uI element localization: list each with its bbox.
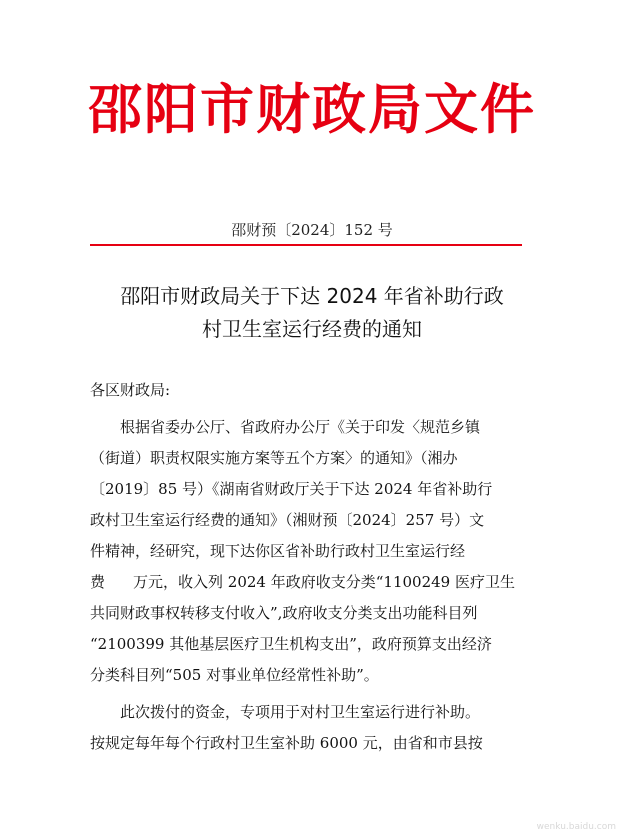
paragraph-1 [90,412,536,691]
paragraph-1-line: 根据省委办公厅、省政府办公厅《关于印发〈规范乡镇 [120,418,481,436]
notice-title-line-2: 村卫生室运行经费的通知 [202,317,422,341]
paragraph-2 [90,697,536,759]
notice-title [70,280,554,346]
body-text [90,412,536,765]
amount-rest: 万元，收入列 2024 年政府收支分类“1100249 医疗卫生 [133,573,515,591]
red-separator-line [90,244,522,246]
masthead-title: 邵阳市财政局文件 [88,77,536,141]
paragraph-1-line: 分类科目列“505 对事业单位经常性补助”。 [90,666,379,684]
amount-label: 费 [90,573,106,591]
paragraph-1-line: 〔2019〕85 号）《湖南省财政厅关于下达 2024 年省补助行 [90,480,493,498]
addressee: 各区财政局: [90,381,171,399]
paragraph-2-line: 此次拨付的资金，专项用于对村卫生室运行进行补助。 [120,703,481,721]
paragraph-1-line-amount [90,567,536,598]
paragraph-2-line: 按规定每年每个行政村卫生室补助 6000 元，由省和市县按 [90,734,483,752]
paragraph-1-line: （街道）职责权限实施方案等五个方案〉的通知》（湘办 [90,449,458,467]
document-number: 邵财预〔2024〕152 号 [231,221,393,239]
paragraph-1-line: 件精神，经研究，现下达你区省补助行政村卫生室运行经 [90,542,466,560]
paragraph-1-line: 共同财政事权转移支付收入”,政府收支分类支出功能科目列 [90,604,478,622]
notice-title-line-1: 邵阳市财政局关于下达 2024 年省补助行政 [120,284,504,308]
paragraph-1-line: “2100399 其他基层医疗卫生机构支出”，政府预算支出经济 [90,635,492,653]
paragraph-1-line: 政村卫生室运行经费的通知》（湘财预〔2024〕257 号）文 [90,511,485,529]
watermark: wenku.baidu.com [536,822,616,832]
